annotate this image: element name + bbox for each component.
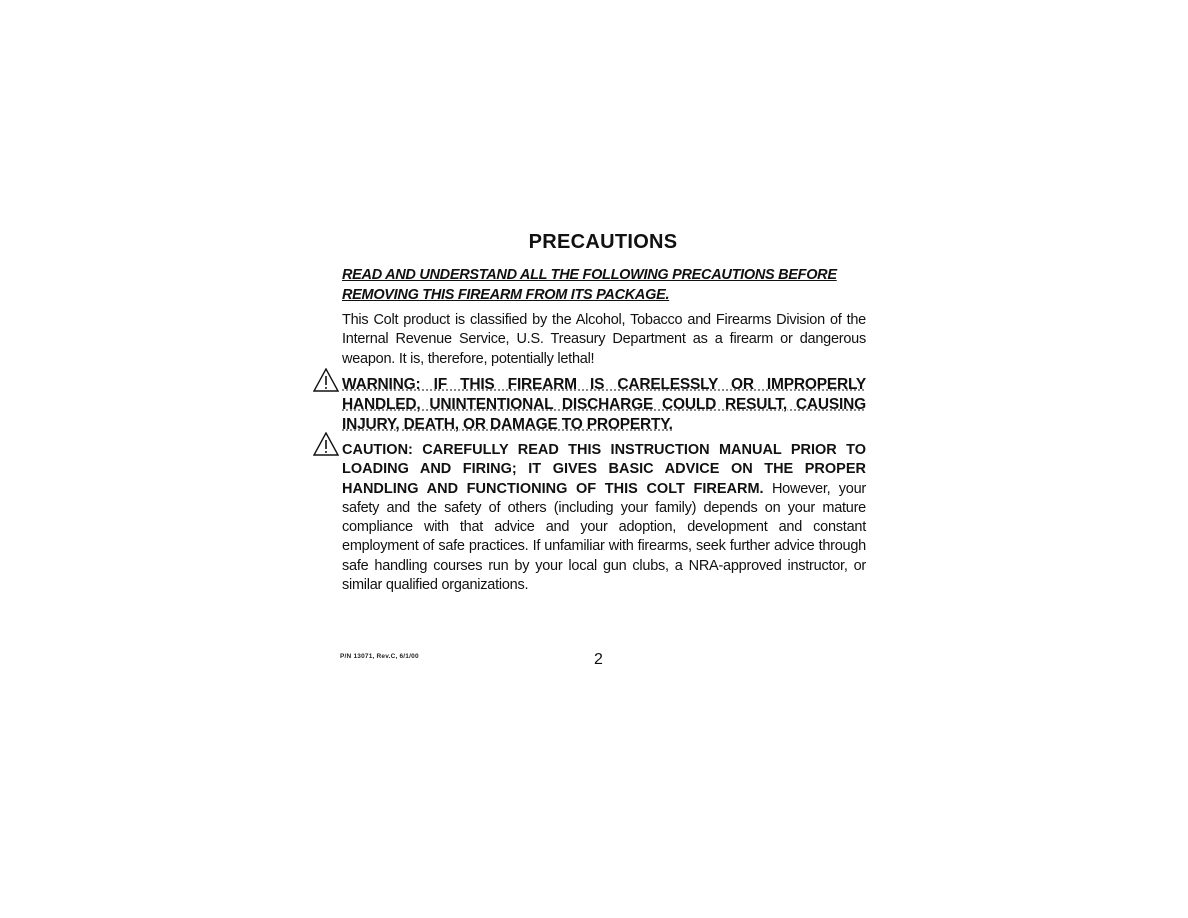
page-number: 2 [594,651,603,668]
caution-paragraph [342,441,866,595]
caution-lead-text: CAUTION: CAREFULLY READ THIS INSTRUCTION MANUAL PRIOR TO LOADING AND FIRING; IT GIVES BASIC ADVICE ON THE PROPER HANDLING AND FUNCTIONING OF THIS COLT FIREARM. [342,442,866,497]
warning-triangle-icon [313,368,339,392]
caution-triangle-icon [313,432,339,456]
page-title: PRECAUTIONS [528,231,678,253]
caution-body-text: However, your safety and the safety of others (including your family) depends on your mature compliance with that advice and your adoption, development and constant employment of safe practices. If unfamiliar with firearms, seek further advice through safe handling courses run by your local gun clubs, a NRA-approved instructor, or similar qualified organizations. [342,480,866,594]
classification-paragraph: This Colt product is classified by the Alcohol, Tobacco and Firearms Division of the Internal Revenue Service, U.S. Treasury Department as a firearm or dangerous weapon. It is, therefore, potentially lethal! [342,312,866,367]
part-number-note: P/N 13071, Rev.C, 6/1/00 [340,653,419,660]
read-before-removing-heading: READ AND UNDERSTAND ALL THE FOLLOWING PRECAUTIONS BEFORE REMOVING THIS FIREARM FROM ITS PACKAGE. [342,267,837,303]
warning-paragraph: WARNING: IF THIS FIREARM IS CARELESSLY OR IMPROPERLY HANDLED, UNINTENTIONAL DISCHARGE COULD RESULT, CAUSING INJURY, DEATH, OR DAMAGE TO PROPERTY. [342,376,866,433]
